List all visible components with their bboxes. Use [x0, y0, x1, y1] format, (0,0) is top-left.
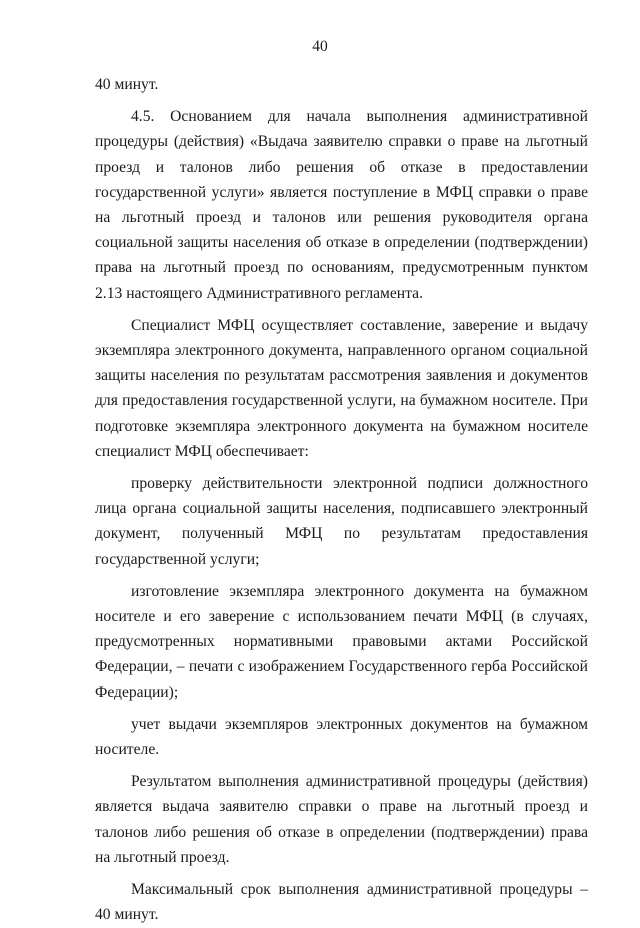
paragraph-4-5: 4.5. Основанием для начала выполнения административной процедуры (действия) «Выдача заявителю справки о праве на льготный проезд и талонов либо решения об отказе в предоставлении государственной услуги» является поступление в МФЦ справки о праве на льготный проезд и талонов или решения руководителя органа социальной защиты населения об отказе в определении (подтверждении) права на льготный проезд по основаниям, предусмотренным пунктом 2.13 настоящего Административного регламента. — [95, 108, 588, 302]
paragraph-continuation: 40 минут. — [95, 76, 159, 93]
paragraph-signature-check: проверку действительности электронной подписи должностного лица органа социальной защиты населения, подписавшего электронный документ, полученный МФЦ по результатам предоставления государственной услуги; — [95, 475, 588, 568]
paragraph-result: Результатом выполнения административной процедуры (действия) является выдача заявителю справки о праве на льготный проезд и талонов либо решения об отказе в определении (подтверждении) права на льготный проезд. — [95, 773, 588, 866]
paragraph-max-duration: Максимальный срок выполнения административной процедуры – 40 минут. — [95, 881, 588, 924]
paragraph-record-issue: учет выдачи экземпляров электронных документов на бумажном носителе. — [95, 715, 588, 759]
paragraph-mfc-specialist: Специалист МФЦ осуществляет составление, заверение и выдачу экземпляра электронного документа, направленного органом социальной защиты населения по результатам рассмотрения заявления и документов для предоставления государственной услуги, на бумажном носителе. При подготовке экземпляра электронного документа на бумажном носителе специалист МФЦ обеспечивает: — [95, 316, 588, 460]
document-body — [95, 72, 588, 928]
paragraph-paper-copy: изготовление экземпляра электронного документа на бумажном носителе и его заверение с использованием печати МФЦ (в случаях, предусмотренных нормативными правовыми актами Российской Федерации, – печати с изображением Государственного герба Российской Федерации); — [95, 582, 588, 701]
page-number: 40 — [312, 38, 328, 55]
